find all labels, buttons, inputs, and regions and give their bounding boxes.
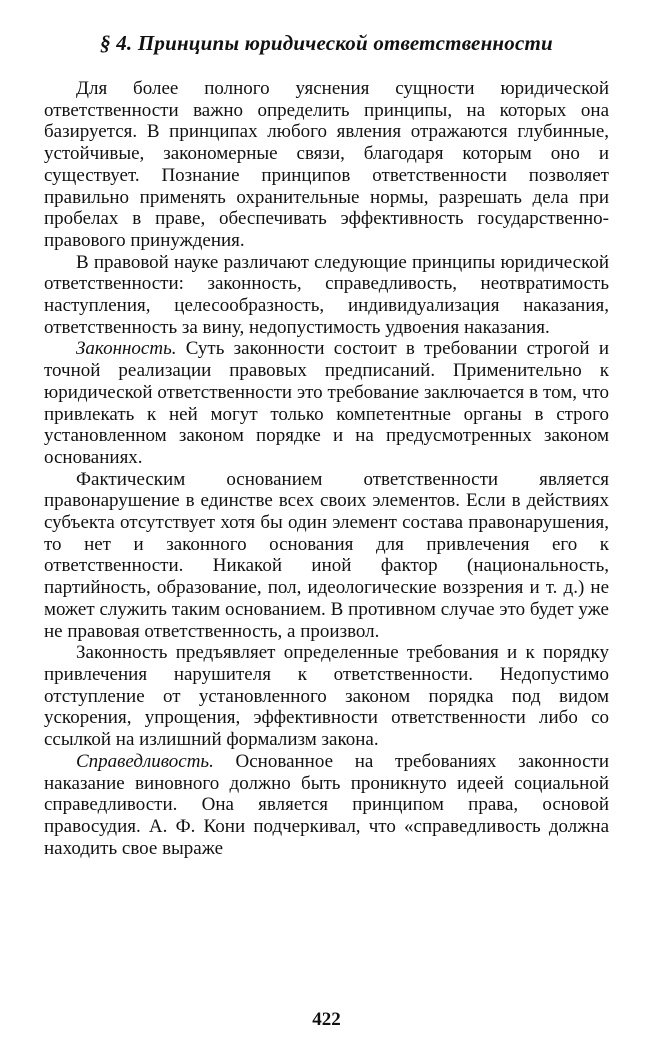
paragraph-factual-basis: [44, 469, 609, 643]
paragraph-intro: [44, 78, 609, 252]
paragraph-justice: [44, 751, 609, 860]
paragraph-text: В правовой науке различают следующие принципы юридической ответственности: законность, справедливость, неотвратимость наступления, целесообразность, индивидуализация наказания, ответственность за вину, недопустимость удвоения наказания.: [44, 251, 609, 338]
paragraph-text: Фактическим основанием ответственности является правонарушение в единстве всех своих элементов. Если в действиях субъекта отсутствует хотя бы один элемент состава правонарушения, то нет и законного основания для привлечения его к ответственности. Никакой иной фактор (национальность, партийность, образование, пол, идеологические воззрения и т. д.) не может служить таким основанием. В противном случае это будет уже не правовая ответственность, а произвол.: [44, 468, 609, 642]
paragraph-lead-term: Законность.: [76, 338, 177, 360]
paragraph-text: Суть законности состоит в требовании строгой и точной реализации правовых предписаний. Применительно к юридической ответственности это требование заключается в том, что привлекать к ней могут только компетентные органы в строго установленном законом порядке и на предусмотренных законом основаниях.: [44, 338, 609, 468]
paragraph-procedure: [44, 642, 609, 751]
paragraph-lead-term: Справедливость.: [76, 750, 214, 772]
page-body: [44, 78, 609, 859]
paragraph-principles-list: [44, 252, 609, 339]
page-number: 422: [312, 1009, 341, 1030]
book-page: [44, 30, 609, 859]
paragraph-text: Для более полного уяснения сущности юридической ответственности важно определить принципы, на которых она базируется. В принципах любого явления отражаются глубинные, устойчивые, закономерные связи, благодаря которым оно и существует. Познание принципов ответственности позволяет правильно применять охранительные нормы, разрешать дела при пробелах в праве, обеспечивать эффективность государственноправового принуждения.: [44, 78, 609, 251]
paragraph-text: Основанное на требованиях законности наказание виновного должно быть проникнуто идеей социальной справедливости. Она является принципом права, основой правосудия. А. Ф. Кони подчеркивал, что «справедливость должна находить свое выраже: [44, 750, 609, 859]
paragraph-legality: [44, 338, 609, 468]
section-heading: § 4. Принципы юридической ответственности: [100, 31, 553, 55]
paragraph-text: Законность предъявляет определенные требования и к порядку привлечения нарушителя к ответственности. Недопустимо отступление от установленного законом порядка под видом ускорения, упрощения, эффективности ответственности либо со ссылкой на излишний формализм закона.: [44, 642, 609, 751]
